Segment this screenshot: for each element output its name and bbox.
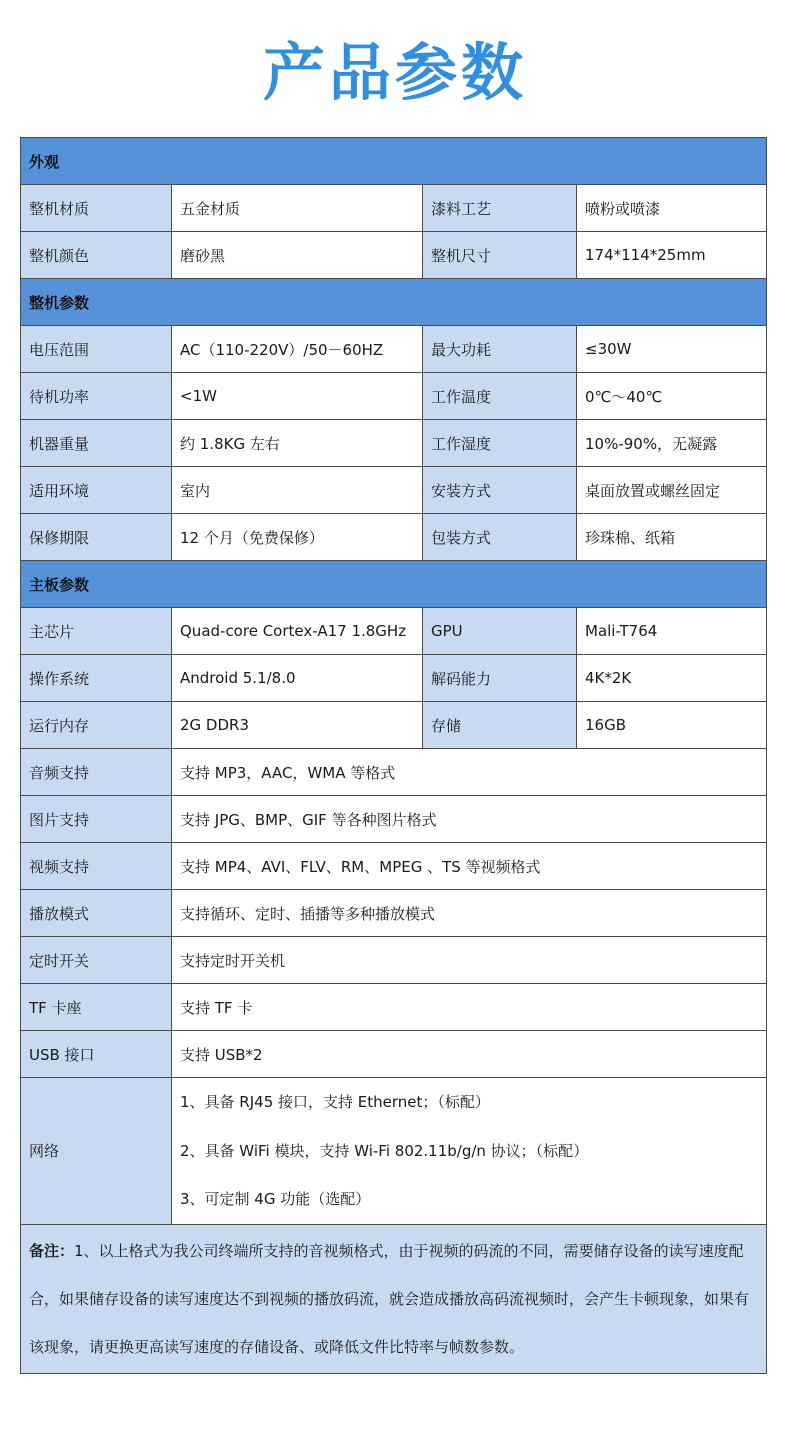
row-value: 4K*2K	[577, 655, 767, 702]
row-label: USB 接口	[21, 1031, 172, 1078]
row-value: 支持循环、定时、插播等多种播放模式	[172, 890, 767, 937]
row-value: 珍珠棉、纸箱	[577, 514, 767, 561]
section-title: 主板参数	[21, 561, 767, 608]
network-values	[172, 1078, 767, 1225]
table-row	[21, 843, 767, 890]
table-row	[21, 702, 767, 749]
section-header-appearance	[21, 138, 767, 185]
row-value: 0℃～40℃	[577, 373, 767, 420]
row-label: 待机功率	[21, 373, 172, 420]
table-row	[21, 514, 767, 561]
row-label: 整机尺寸	[423, 232, 577, 279]
row-value: 12 个月（免费保修）	[172, 514, 423, 561]
table-row-network	[21, 1078, 767, 1225]
row-value: 支持定时开关机	[172, 937, 767, 984]
row-value: 支持 USB*2	[172, 1031, 767, 1078]
row-value: 五金材质	[172, 185, 423, 232]
row-label: 适用环境	[21, 467, 172, 514]
row-label: 工作湿度	[423, 420, 577, 467]
table-row	[21, 1031, 767, 1078]
section-title: 整机参数	[21, 279, 767, 326]
row-label: 主芯片	[21, 608, 172, 655]
table-row	[21, 232, 767, 279]
row-label: 定时开关	[21, 937, 172, 984]
row-value: 2G DDR3	[172, 702, 423, 749]
row-label: 视频支持	[21, 843, 172, 890]
row-label: 操作系统	[21, 655, 172, 702]
row-value: 174*114*25mm	[577, 232, 767, 279]
row-label: 整机材质	[21, 185, 172, 232]
row-label: 漆料工艺	[423, 185, 577, 232]
row-label: 安装方式	[423, 467, 577, 514]
row-value: ≤30W	[577, 326, 767, 373]
row-value: 室内	[172, 467, 423, 514]
row-label: 电压范围	[21, 326, 172, 373]
row-label: 网络	[21, 1078, 172, 1225]
row-value: 支持 TF 卡	[172, 984, 767, 1031]
row-value: Quad-core Cortex-A17 1.8GHz	[172, 608, 423, 655]
table-row	[21, 185, 767, 232]
row-value: 支持 MP3，AAC，WMA 等格式	[172, 749, 767, 796]
row-value: 桌面放置或螺丝固定	[577, 467, 767, 514]
row-value: 支持 MP4、AVI、FLV、RM、MPEG 、TS 等视频格式	[172, 843, 767, 890]
row-value: Android 5.1/8.0	[172, 655, 423, 702]
row-label: 整机颜色	[21, 232, 172, 279]
row-value: 喷粉或喷漆	[577, 185, 767, 232]
row-label: TF 卡座	[21, 984, 172, 1031]
row-label: 机器重量	[21, 420, 172, 467]
note-label: 备注：	[29, 1241, 75, 1260]
table-row	[21, 655, 767, 702]
row-value: <1W	[172, 373, 423, 420]
table-row	[21, 796, 767, 843]
row-label: 音频支持	[21, 749, 172, 796]
row-label: 包装方式	[423, 514, 577, 561]
table-row	[21, 373, 767, 420]
row-label: 图片支持	[21, 796, 172, 843]
section-header-machine	[21, 279, 767, 326]
table-row	[21, 890, 767, 937]
row-label: 保修期限	[21, 514, 172, 561]
row-value: 支持 JPG、BMP、GIF 等各种图片格式	[172, 796, 767, 843]
section-header-board	[21, 561, 767, 608]
spec-table	[20, 137, 767, 1374]
row-value: AC（110-220V）/50－60HZ	[172, 326, 423, 373]
network-line: 2、具备 WiFi 模块，支持 Wi-Fi 802.11b/g/n 协议；（标配）	[180, 1141, 589, 1160]
table-row	[21, 984, 767, 1031]
table-row	[21, 937, 767, 984]
note-cell	[21, 1224, 767, 1373]
row-value: 约 1.8KG 左右	[172, 420, 423, 467]
row-label: 播放模式	[21, 890, 172, 937]
note-row	[21, 1224, 767, 1373]
section-title: 外观	[21, 138, 767, 185]
table-row	[21, 326, 767, 373]
page-title: 产品参数	[262, 35, 527, 109]
row-value: 10%-90%，无凝露	[577, 420, 767, 467]
network-line: 1、具备 RJ45 接口，支持 Ethernet；（标配）	[180, 1093, 490, 1111]
table-row	[21, 749, 767, 796]
row-value: Mali-T764	[577, 608, 767, 655]
table-row	[21, 420, 767, 467]
row-label: 最大功耗	[423, 326, 577, 373]
row-label: 存储	[423, 702, 577, 749]
row-value: 16GB	[577, 702, 767, 749]
table-row	[21, 608, 767, 655]
row-label: 解码能力	[423, 655, 577, 702]
row-value: 磨砂黑	[172, 232, 423, 279]
network-line: 3、可定制 4G 功能（选配）	[180, 1190, 371, 1209]
row-label: 工作温度	[423, 373, 577, 420]
table-row	[21, 467, 767, 514]
note-text: 1、以上格式为我公司终端所支持的音视频格式，由于视频的码流的不同，需要储存设备的读写速度配合，如果储存设备的读写速度达不到视频的播放码流，就会造成播放高码流视频时，会产生卡顿现象，如果有该现象，请更换更高读写速度的存储设备、或降低文件比特率与帧数参数。	[29, 1241, 750, 1356]
row-label: GPU	[423, 608, 577, 655]
row-label: 运行内存	[21, 702, 172, 749]
